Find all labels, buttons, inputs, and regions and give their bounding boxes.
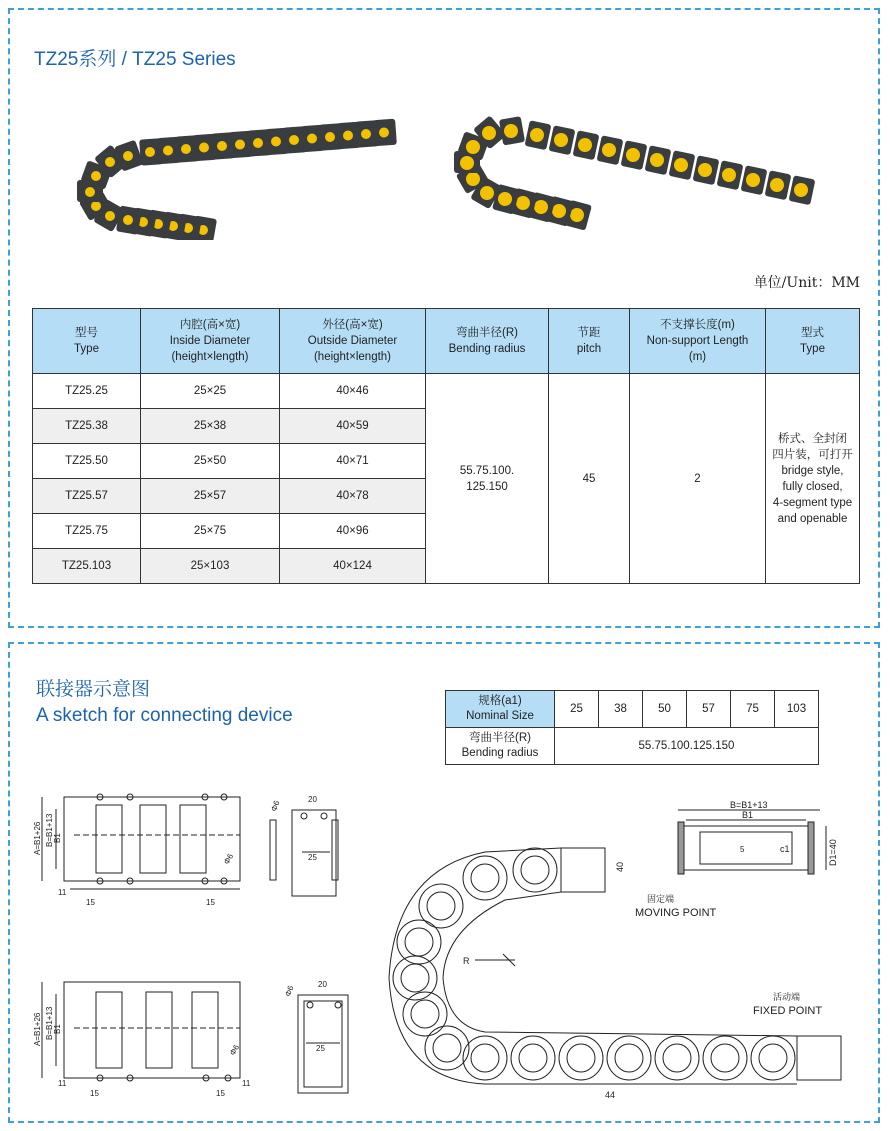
cell-inside: 25×75 <box>141 514 280 549</box>
chain-roller <box>674 158 688 172</box>
chain-roller <box>379 128 389 138</box>
link-inner-circle <box>471 864 499 892</box>
cell-outside: 40×124 <box>280 549 426 584</box>
dim-25: 25 <box>308 853 317 862</box>
chain-roller <box>626 148 640 162</box>
chain-roller <box>480 186 494 200</box>
cell-inside: 25×57 <box>141 479 280 514</box>
unit-label: 单位/Unit：MM <box>753 275 860 291</box>
dim-15: 15 <box>86 898 95 907</box>
cell-type: TZ25.50 <box>33 444 141 479</box>
chain-roller <box>466 140 480 154</box>
link-inner-circle <box>405 928 433 956</box>
nominal-size: 103 <box>775 691 819 728</box>
chain-roller <box>722 168 736 182</box>
cell-type: TZ25.75 <box>33 514 141 549</box>
th-type: 型号 Type <box>33 309 141 374</box>
chain-roller <box>85 187 95 197</box>
dim-b1: B1 <box>53 833 62 843</box>
dim-phi6: Φ6 <box>269 799 282 813</box>
dim-phi6: Φ6 <box>283 984 296 998</box>
chain-roller <box>504 124 518 138</box>
cell-type: TZ25.103 <box>33 549 141 584</box>
bending-row <box>446 728 819 765</box>
connector-side-view-2 <box>280 975 360 1100</box>
series-title: TZ25系列 / TZ25 Series <box>34 49 236 70</box>
dim-11: 11 <box>58 1079 67 1088</box>
fixed-point-cn: 活动端 <box>773 992 801 1002</box>
link-outer-circle <box>513 848 557 892</box>
spec-header-row <box>33 309 860 374</box>
link-inner-circle <box>759 1044 787 1072</box>
dim-c1: c1 <box>780 844 790 854</box>
th-outside: 外径(高×宽) Outside Diameter (height×length) <box>280 309 426 374</box>
dim-r: R <box>463 956 470 966</box>
link-inner-circle <box>567 1044 595 1072</box>
bending-value: 55.75.100.125.150 <box>555 728 819 765</box>
dim-b: B=B1+13 <box>45 813 54 847</box>
chain-roller <box>105 157 115 167</box>
sketch-title-en: A sketch for connecting device <box>36 705 293 726</box>
nominal-label: 规格(a1) Nominal Size <box>446 691 555 728</box>
nominal-size: 75 <box>731 691 775 728</box>
dim-44: 44 <box>605 1090 616 1100</box>
dim-b1: B1 <box>53 1024 62 1034</box>
link-outer-circle <box>397 920 441 964</box>
chain-roller <box>516 196 530 210</box>
dim-25: 25 <box>316 1044 325 1053</box>
nominal-size: 50 <box>643 691 687 728</box>
fixed-point-en: FIXED POINT <box>753 1005 823 1017</box>
dim-phi6: Φ6 <box>227 1043 242 1057</box>
link-inner-circle <box>401 964 429 992</box>
cell-outside: 40×71 <box>280 444 426 479</box>
chain-roller <box>163 146 173 156</box>
dim-20: 20 <box>308 795 317 804</box>
bending-diagram <box>385 830 855 1115</box>
th-inside: 内腔(高×宽) Inside Diameter (height×length) <box>141 309 280 374</box>
link-outer-circle <box>511 1036 555 1080</box>
product-photo-right <box>445 95 845 245</box>
cell-non-support: 2 <box>630 374 766 584</box>
dim-5: 5 <box>740 845 745 854</box>
cell-bending-radius: 55.75.100. 125.150 <box>426 374 549 584</box>
link-inner-circle <box>433 1034 461 1062</box>
dim-b: B=B1+13 <box>730 800 768 810</box>
chain-roller <box>123 215 133 225</box>
chain-roller <box>235 140 245 150</box>
chain-roller <box>570 208 584 222</box>
chain-roller <box>217 141 227 151</box>
chain-roller <box>746 173 760 187</box>
chain-roller <box>466 172 480 186</box>
chain-roller <box>307 134 317 144</box>
link-inner-circle <box>663 1044 691 1072</box>
cell-outside: 40×59 <box>280 409 426 444</box>
connector-top-view-1 <box>30 785 255 915</box>
link-inner-circle <box>615 1044 643 1072</box>
link-inner-circle <box>471 1044 499 1072</box>
chain-roller <box>530 128 544 142</box>
link-inner-circle <box>427 892 455 920</box>
link-outer-circle <box>607 1036 651 1080</box>
cell-type: TZ25.38 <box>33 409 141 444</box>
chain-roller <box>602 143 616 157</box>
dim-15: 15 <box>90 1089 99 1098</box>
chain-roller <box>552 204 566 218</box>
nominal-size: 25 <box>555 691 599 728</box>
connector-top-view-2 <box>30 970 260 1100</box>
chain-roller <box>794 183 808 197</box>
th-style: 型式 Type <box>766 309 860 374</box>
cell-inside: 25×50 <box>141 444 280 479</box>
chain-roller <box>199 143 209 153</box>
moving-end-block <box>561 848 605 892</box>
dim-11: 11 <box>58 888 67 897</box>
chain-roller <box>105 211 115 221</box>
chain-roller <box>498 192 512 206</box>
link-outer-circle <box>703 1036 747 1080</box>
dim-40: 40 <box>615 861 625 872</box>
link-inner-circle <box>519 1044 547 1072</box>
dim-15: 15 <box>206 898 215 907</box>
dim-11: 11 <box>242 1079 251 1088</box>
cell-outside: 40×46 <box>280 374 426 409</box>
nominal-table <box>445 690 819 765</box>
chain-roller <box>460 156 474 170</box>
chain-roller <box>91 201 101 211</box>
fixed-end-block <box>797 1036 841 1080</box>
th-bending: 弯曲半径(R) Bending radius <box>426 309 549 374</box>
chain-roller <box>123 151 133 161</box>
bending-label: 弯曲半径(R) Bending radius <box>446 728 555 765</box>
chain-roller <box>253 138 263 148</box>
product-photo-left <box>30 100 425 240</box>
chain-roller <box>534 200 548 214</box>
cell-inside: 25×38 <box>141 409 280 444</box>
cell-style: 桥式、全封闭 四片装，可打开 bridge style, fully closed, 4-segment type and openable <box>766 374 860 584</box>
link-outer-circle <box>425 1026 469 1070</box>
link-outer-circle <box>655 1036 699 1080</box>
cell-inside: 25×25 <box>141 374 280 409</box>
link-outer-circle <box>463 856 507 900</box>
nominal-size: 38 <box>599 691 643 728</box>
chain-roller <box>145 147 155 157</box>
chain-roller <box>482 126 496 140</box>
dim-15: 15 <box>216 1089 225 1098</box>
chain-roller <box>343 131 353 141</box>
cell-outside: 40×96 <box>280 514 426 549</box>
spec-table <box>32 308 860 584</box>
cell-type: TZ25.25 <box>33 374 141 409</box>
cell-type: TZ25.57 <box>33 479 141 514</box>
link-inner-circle <box>711 1044 739 1072</box>
sketch-title-cn: 联接器示意图 <box>36 679 151 700</box>
chain-roller <box>770 178 784 192</box>
link-outer-circle <box>403 992 447 1036</box>
chain-roller <box>554 133 568 147</box>
th-pitch: 节距 pitch <box>549 309 630 374</box>
chain-roller <box>698 163 712 177</box>
moving-point-cn: 固定端 <box>647 894 675 904</box>
chain-roller <box>91 171 101 181</box>
link-inner-circle <box>411 1000 439 1028</box>
chain-roller <box>181 144 191 154</box>
link-outer-circle <box>559 1036 603 1080</box>
cell-outside: 40×78 <box>280 479 426 514</box>
link-outer-circle <box>751 1036 795 1080</box>
table-row <box>33 374 860 409</box>
th-nonsupport: 不支撑长度(m) Non-support Length (m) <box>630 309 766 374</box>
dim-b: B=B1+13 <box>45 1006 54 1040</box>
chain-roller <box>325 132 335 142</box>
dim-20: 20 <box>318 980 327 989</box>
dim-a: A=B1+26 <box>33 1012 42 1046</box>
dim-b1: B1 <box>742 810 754 820</box>
link-outer-circle <box>393 956 437 1000</box>
chain-roller <box>361 129 371 139</box>
chain-roller <box>650 153 664 167</box>
cell-pitch: 45 <box>549 374 630 584</box>
dim-d1: D1=40 <box>828 839 838 866</box>
cell-inside: 25×103 <box>141 549 280 584</box>
chain-roller <box>578 138 592 152</box>
nominal-size: 57 <box>687 691 731 728</box>
dim-phi6: Φ6 <box>221 852 236 866</box>
moving-point-en: MOVING POINT <box>635 907 717 919</box>
link-outer-circle <box>463 1036 507 1080</box>
nominal-row <box>446 691 819 728</box>
chain-roller <box>289 135 299 145</box>
connector-side-view-1 <box>262 790 352 905</box>
dim-a: A=B1+26 <box>33 821 42 855</box>
chain-roller <box>271 137 281 147</box>
link-inner-circle <box>521 856 549 884</box>
